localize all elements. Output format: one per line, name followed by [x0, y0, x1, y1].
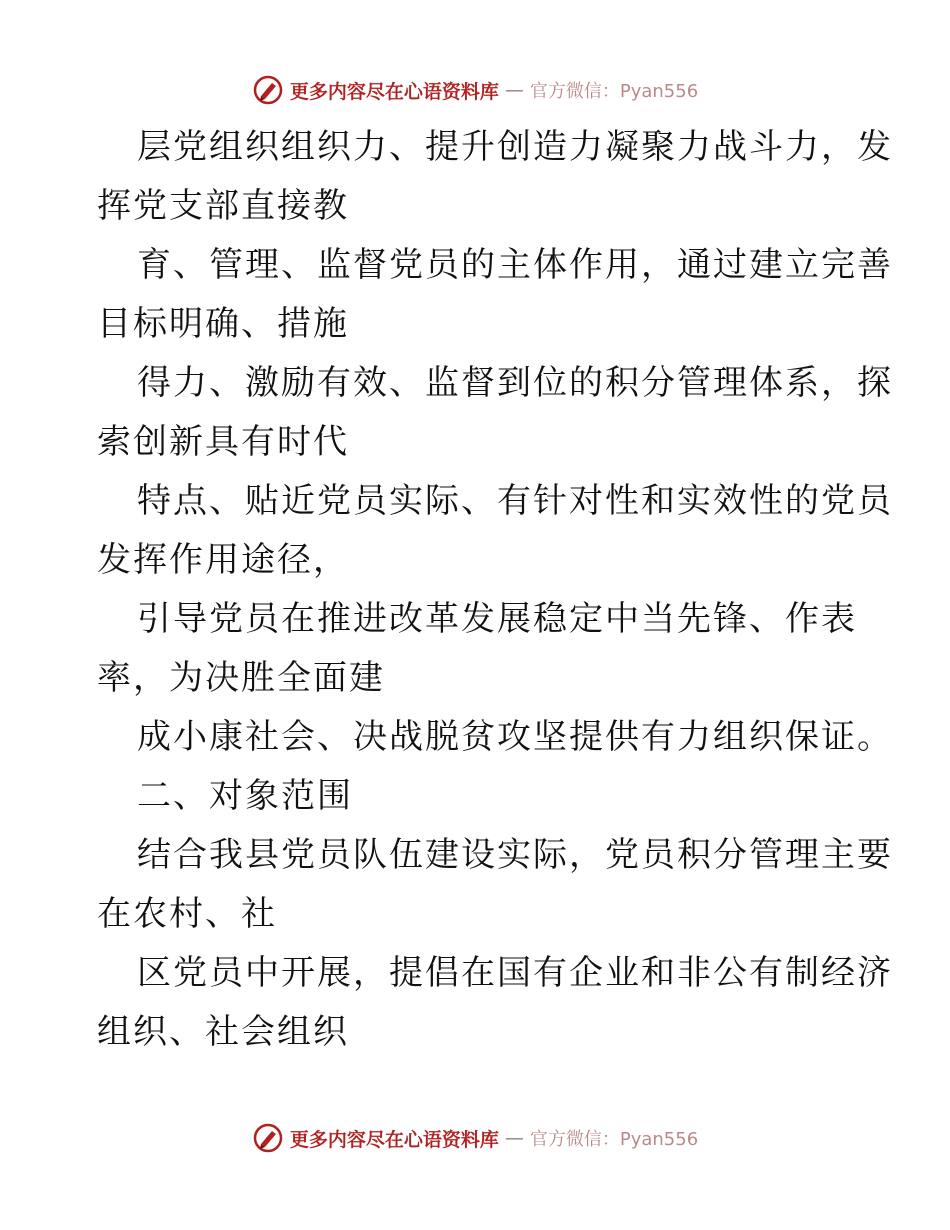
text-line: 结合我县党员队伍建设实际，党员积分管理主要 — [137, 835, 893, 875]
text-line: 挥党支部直接教 — [97, 186, 349, 226]
banner-main-text: 更多内容尽在心语资料库 — [289, 1128, 499, 1151]
header-banner — [0, 70, 950, 110]
text-line: 索创新具有时代 — [97, 422, 349, 462]
pen-logo-icon — [252, 74, 284, 106]
pen-logo-icon — [252, 1122, 284, 1154]
document-body — [97, 118, 893, 1062]
text-line: 层党组织组织力、提升创造力凝聚力战斗力，发 — [137, 127, 893, 167]
footer-banner — [0, 1118, 950, 1158]
text-line: 特点、贴近党员实际、有针对性和实效性的党员 — [137, 481, 893, 521]
banner-main-text: 更多内容尽在心语资料库 — [289, 80, 499, 103]
text-line: 在农村、社 — [97, 894, 277, 934]
text-line: 组织、社会组织 — [97, 1012, 349, 1052]
text-line: 区党员中开展，提倡在国有企业和非公有制经济 — [137, 953, 893, 993]
text-line: 引导党员在推进改革发展稳定中当先锋、作表 — [137, 599, 857, 639]
section-heading: 二、对象范围 — [137, 776, 353, 816]
text-line: 率，为决胜全面建 — [97, 658, 385, 698]
banner-wechat-text: 官方微信：Pyan556 — [529, 1129, 699, 1150]
banner-dash: — — [504, 79, 524, 101]
text-line: 发挥作用途径， — [97, 540, 349, 580]
banner-wechat-text: 官方微信：Pyan556 — [529, 81, 699, 102]
text-line: 目标明确、措施 — [97, 304, 349, 344]
text-line: 成小康社会、决战脱贫攻坚提供有力组织保证。 — [137, 717, 893, 757]
text-line: 育、管理、监督党员的主体作用，通过建立完善 — [137, 245, 893, 285]
banner-dash: — — [504, 1127, 524, 1149]
text-line: 得力、激励有效、监督到位的积分管理体系，探 — [137, 363, 893, 403]
